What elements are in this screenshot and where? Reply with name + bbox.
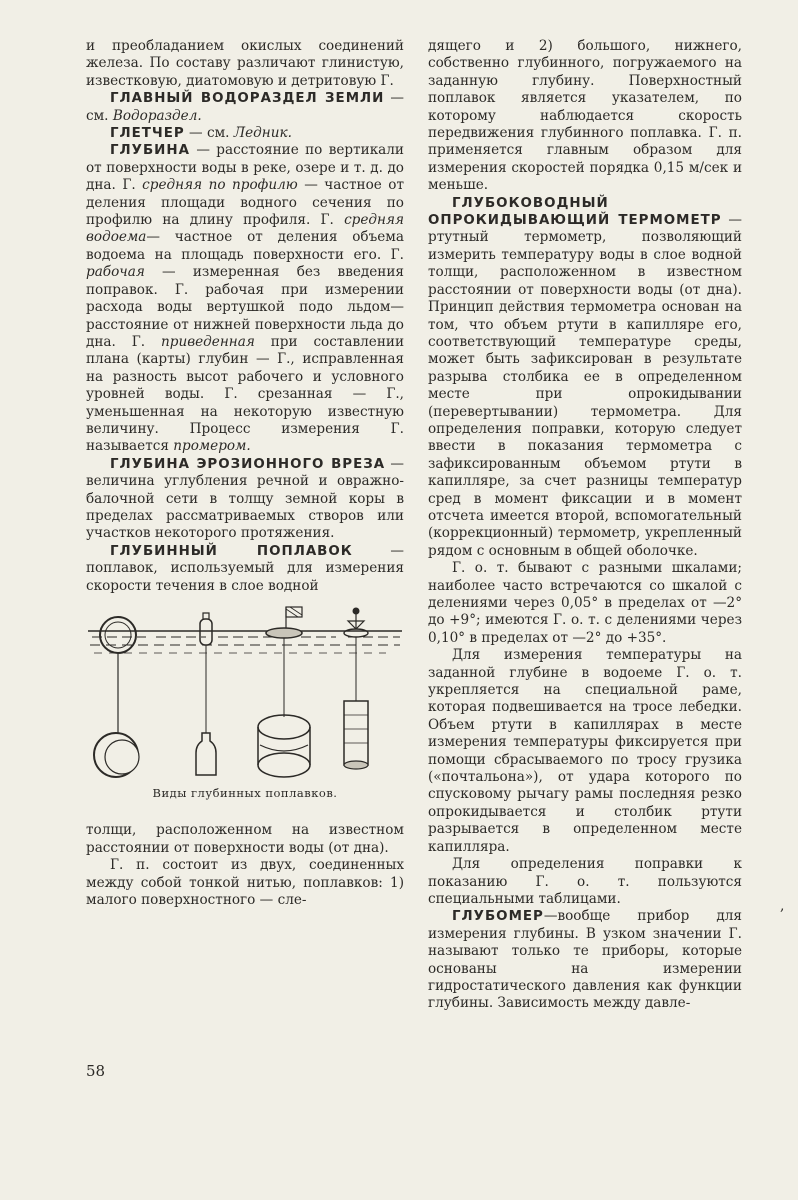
headword: ГЛУБИННЫЙ ПОПЛАВОК xyxy=(110,543,353,559)
paragraph-continuation: и преобладанием окислых соединений железа. По составу различают глинистую, известковую, диатомовую и детритовую Г. xyxy=(86,38,404,89)
floats-illustration xyxy=(86,605,404,802)
paragraph-continuation: дящего и 2) большого, нижнего, собственно глубинного, погружаемого на заданную глубину. Поверхностный поплавок является указателем, по которому наблюдается скорость передвижения глубинного поплавка. Г. п. применяется главным образом для измерения скоростей порядка 0,15 м/сек и меньше. xyxy=(428,38,742,194)
margin-mark: , xyxy=(780,898,785,914)
headword: ГЛУБОКОВОДНЫЙ ОПРОКИДЫВАЮЩИЙ ТЕРМОМЕТР xyxy=(428,195,722,229)
entry-gletcher: ГЛЕТЧЕР — см. Ледник. xyxy=(110,125,292,142)
headword: ГЛУБИНА ЭРОЗИОННОГО ВРЕЗА xyxy=(110,456,386,472)
headword: ГЛАВНЫЙ ВОДОРАЗДЕЛ ЗЕМЛИ xyxy=(110,91,385,107)
entry-glavny-vodorazdel: ГЛАВНЫЙ ВОДОРАЗДЕЛ ЗЕМЛИ — см. Водораздел. xyxy=(86,90,405,124)
cross-reference: Водораздел. xyxy=(112,107,202,124)
right-column xyxy=(428,38,742,1013)
left-column xyxy=(86,38,404,909)
page-number: 58 xyxy=(86,1062,106,1080)
paragraph: Г. п. состоит из двух, соединенных между собой тонкой нитью, поплавков: 1) малого поверхностного — сле- xyxy=(86,857,404,909)
paragraph: Г. о. т. бывают с разными шкалами; наиболее часто встречаются со шкалой с делениями через 0,05° в пределах от —2° до +9°; имеются Г. о. т. с делениями через 0,10° в пределах от —2° до +35°. xyxy=(428,560,742,646)
cross-reference: Ледник. xyxy=(233,125,292,142)
entry-glubina-erozionnogo-vreza: ГЛУБИНА ЭРОЗИОННОГО ВРЕЗА — величина углубления речной и овражно-балочной сети в толщу земной коры в пределах рассматриваемых створов или участков некоторого протяжения. xyxy=(86,455,404,542)
paragraph: Для определения поправки к показанию Г. о. т. пользуются специальными таблицами. xyxy=(428,856,742,907)
paragraph: Для измерения температуры на заданной глубине в водоеме Г. о. т. укрепляется на специальной раме, которая подвешивается на тросе лебедки. Объем ртути в капиллярах в месте измерения температуры фиксируется при помощи сбрасываемого по тросу грузика («почтальона»), от удара которого по спусковому рычагу рамы последняя резко опрокидывается и столбик ртути разрывается в определенном месте капилляра. xyxy=(428,647,742,855)
headword: ГЛЕТЧЕР xyxy=(110,126,185,142)
entry-glubokovodny-termometr: ГЛУБОКОВОДНЫЙ ОПРОКИДЫВАЮЩИЙ ТЕРМОМЕТР — ртутный термометр, позволяющий измерить температуру воды в слое водной толщи, расположенном в известном расстоянии от поверхности воды (от дна). Принцип действия термометра основан на том, что объем ртути в капилляре его, соответствующий температуре среды, может быть зафиксирован в результате разрыва столбика ее в определенном месте при опрокидывании (перевертывании) термометра. Для определения поправки, которую следует ввести в показания термометра с зафиксированным объемом ртути в капилляре, за счет разницы температур сред в момент фиксации и в момент отсчета имеется второй, вспомогательный (коррекционный) термометр, укрепленный рядом с основным в общей оболочке. xyxy=(428,195,742,559)
figure-caption: Виды глубинных поплавков. xyxy=(152,786,338,800)
floats-drawing xyxy=(86,605,404,783)
headword: ГЛУБИНА xyxy=(110,143,190,159)
entry-glubomer: ГЛУБОМЕР—вообще прибор для измерения глубины. В узком значении Г. называют только те приборы, которые основаны на измерении гидростатического давления как функции глубины. Зависимость между давле- xyxy=(428,908,742,1012)
entry-glubina: ГЛУБИНА — расстояние по вертикали от поверхности воды в реке, озере и т. д. до дна. Г. средняя по профилю — частное от деления площади водного сечения по профилю на длину профиля. Г. средняя водоема— частное от деления объема водоема на площадь поверхности его. Г. рабочая — измеренная без введения поправок. Г. рабочая при измерении расхода воды вертушкой подо льдом— расстояние от нижней поверхности льда до дна. Г. приведенная при составлении плана (карты) глубин — Г., исправленная на разность высот рабочего и условного уровней воды. Г. срезанная — Г., уменьшенная на некоторую известную величину. Процесс измерения Г. называется промером. xyxy=(86,142,405,455)
paragraph: толщи, расположенном на известном расстоянии от поверхности воды (от дна). xyxy=(86,822,404,856)
headword: ГЛУБОМЕР xyxy=(452,909,544,925)
entry-glubinny-poplavok: ГЛУБИННЫЙ ПОПЛАВОК — поплавок, используемый для измерения скорости течения в слое водной xyxy=(86,542,404,594)
